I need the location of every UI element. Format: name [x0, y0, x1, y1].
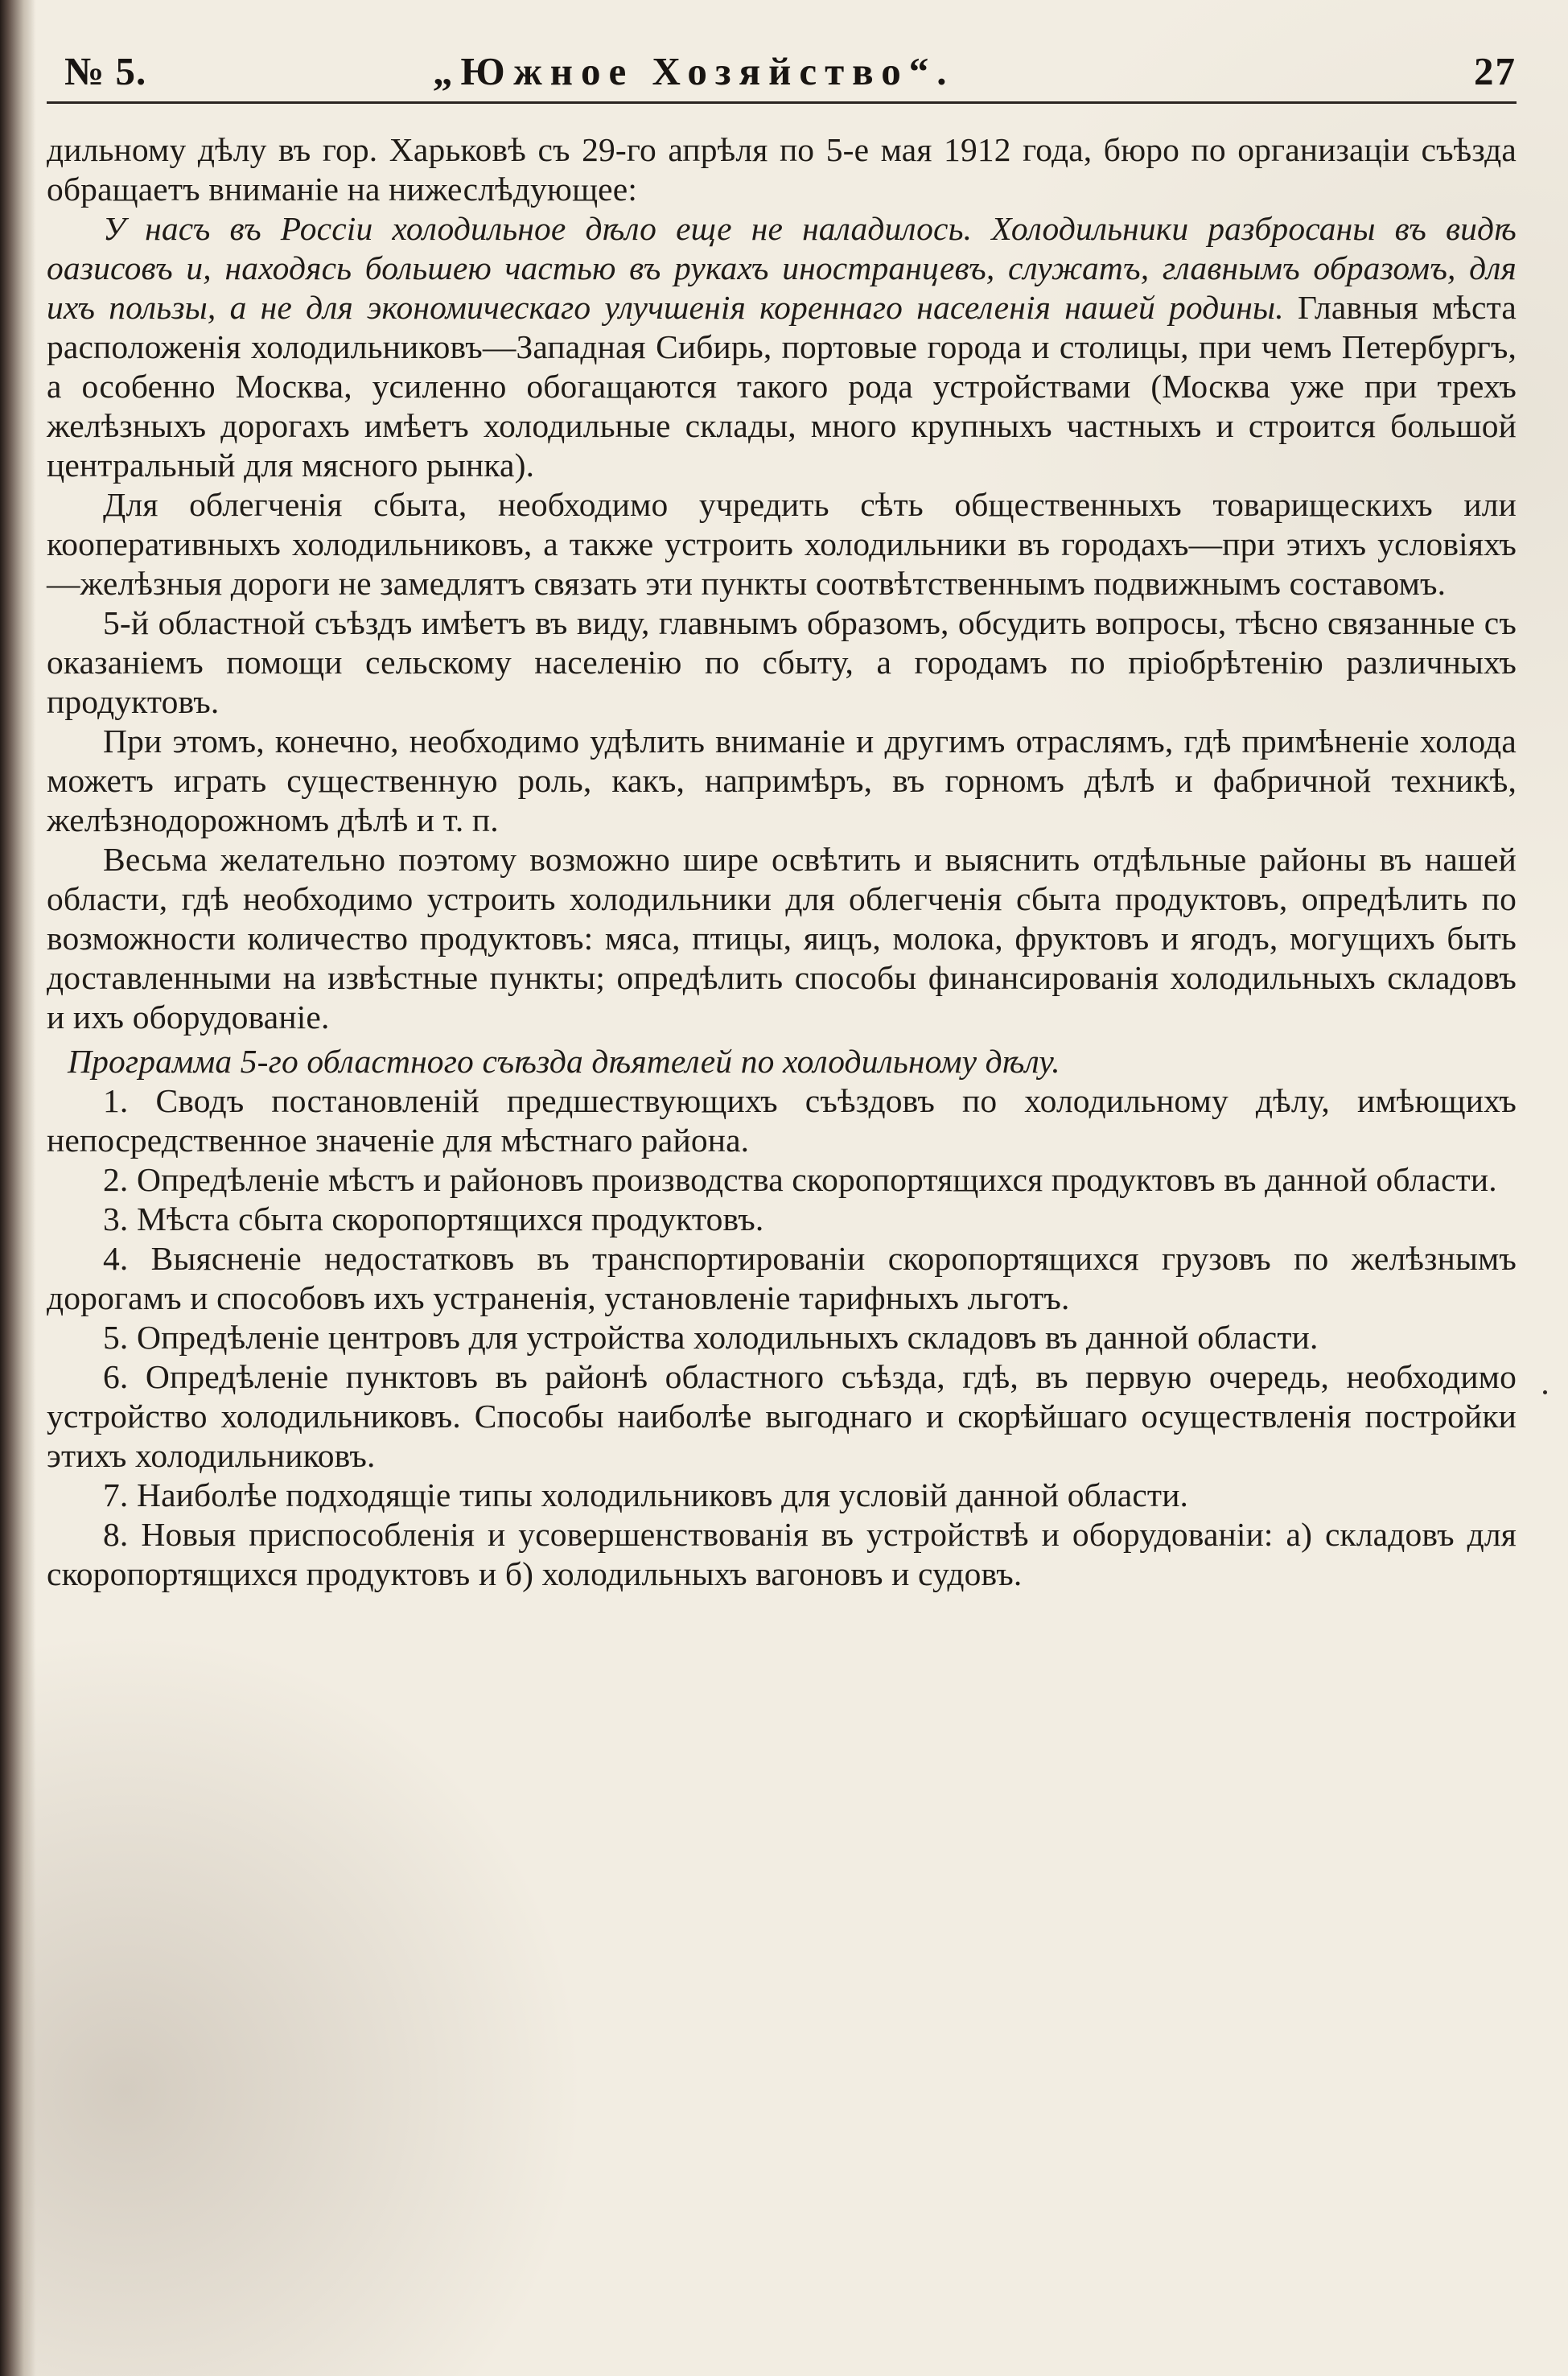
journal-title: „Южное Хозяйство“.	[433, 49, 955, 93]
program-title: Программа 5-го областного съѣзда дѣятелей по холодильному дѣлу.	[68, 1043, 1060, 1080]
page-number: 27	[1474, 49, 1517, 93]
article-body	[47, 130, 1517, 1594]
header-rule	[47, 101, 1517, 104]
other-branches-paragraph: При этомъ, конечно, необходимо удѣлить вниманіе и другимъ отраслямъ, гдѣ примѣненіе холода можетъ играть существенную роль, какъ, напримѣръ, въ горномъ дѣлѣ и фабричной техникѣ, желѣзнодорожномъ дѣлѣ и т. п.	[47, 723, 1517, 838]
binding-edge	[0, 0, 35, 2376]
sales-network-paragraph: Для облегченія сбыта, необходимо учредить сѣть общественныхъ товарищескихъ или кооперативныхъ холодильниковъ, а также устроить холодильники въ городахъ—при этихъ условіяхъ—желѣзныя дороги не замедлятъ связать эти пункты соотвѣтственнымъ подвижнымъ составомъ.	[47, 486, 1517, 602]
program-item: 1. Сводъ постановленій предшествующихъ съѣздовъ по холодильному дѣлу, имѣющихъ непосредственное значеніе для мѣстнаго района.	[47, 1082, 1517, 1159]
program-item: 8. Новыя приспособленія и усовершенствованія въ устройствѣ и оборудованіи: а) складовъ для скоропортящихся продуктовъ и б) холодильныхъ вагоновъ и судовъ.	[47, 1516, 1517, 1592]
program-item: 4. Выясненіе недостатковъ въ транспортированіи скоропортящихся грузовъ по желѣзнымъ дорогамъ и способовъ ихъ устраненія, установленіе тарифныхъ льготъ.	[47, 1240, 1517, 1316]
regional-study-paragraph: Весьма желательно поэтому возможно шире освѣтить и выяснить отдѣльные районы въ нашей области, гдѣ необходимо устроить холодильники для облегченія сбыта продуктовъ, опредѣлить по возможности количество продуктовъ: мяса, птицы, яицъ, молока, фруктовъ и ягодъ, могущихъ быть доставленными на извѣстные пункты; опредѣлить способы финансированія холодильныхъ складовъ и ихъ оборудованіе.	[47, 841, 1517, 1036]
opening-paragraph: дильному дѣлу въ гор. Харьковѣ съ 29-го апрѣля по 5-е мая 1912 года, бюро по организаціи съѣзда обращаетъ вниманіе на нижеслѣдующее:	[47, 131, 1517, 208]
program-item: 7. Наиболѣе подходящіе типы холодильниковъ для условій данной области.	[103, 1476, 1189, 1513]
congress-purpose-paragraph: 5-й областной съѣздъ имѣетъ въ виду, главнымъ образомъ, обсудить вопросы, тѣсно связанные съ оказаніемъ помощи сельскому населенію по сбыту, а городамъ по пріобрѣтенію различныхъ продуктовъ.	[47, 604, 1517, 720]
italic-intro-paragraph	[47, 209, 1517, 485]
program-item: 3. Мѣста сбыта скоропортящихся продуктовъ.	[103, 1200, 764, 1237]
program-item: 2. Опредѣленіе мѣстъ и районовъ производства скоропортящихся продуктовъ въ данной области.	[103, 1161, 1497, 1198]
program-item: 6. Опредѣленіе пунктовъ въ районѣ областного съѣзда, гдѣ, въ первую очередь, необходимо устройство холодильниковъ. Способы наиболѣе выгоднаго и скорѣйшаго осуществленія постройки этихъ холодильниковъ.	[47, 1358, 1517, 1474]
issue-number: № 5.	[64, 49, 147, 93]
print-mark	[1543, 1390, 1547, 1394]
program-item: 5. Опредѣленіе центровъ для устройства холодильныхъ складовъ въ данной области.	[103, 1319, 1319, 1356]
locations-text: Главныя мѣста расположенія холодильниковъ—Западная Сибирь, портовые города и столицы, при чемъ Петербургъ, а особенно Москва, усиленно обогащаются такого рода устройствами (Москва уже при трехъ желѣзныхъ дорогахъ имѣетъ холодильные склады, много крупныхъ частныхъ и строится большой центральный для мясного рынка).	[47, 289, 1517, 484]
running-header	[47, 47, 1517, 97]
italic-intro: У насъ въ Россіи холодильное дѣло еще не наладилось. Холодильники разбросаны въ видѣ оазисовъ и, находясь большею частью въ рукахъ иностранцевъ, служатъ, главнымъ образомъ, для ихъ пользы, а не для экономическаго улучшенія кореннаго населенія нашей родины.	[47, 210, 1517, 326]
